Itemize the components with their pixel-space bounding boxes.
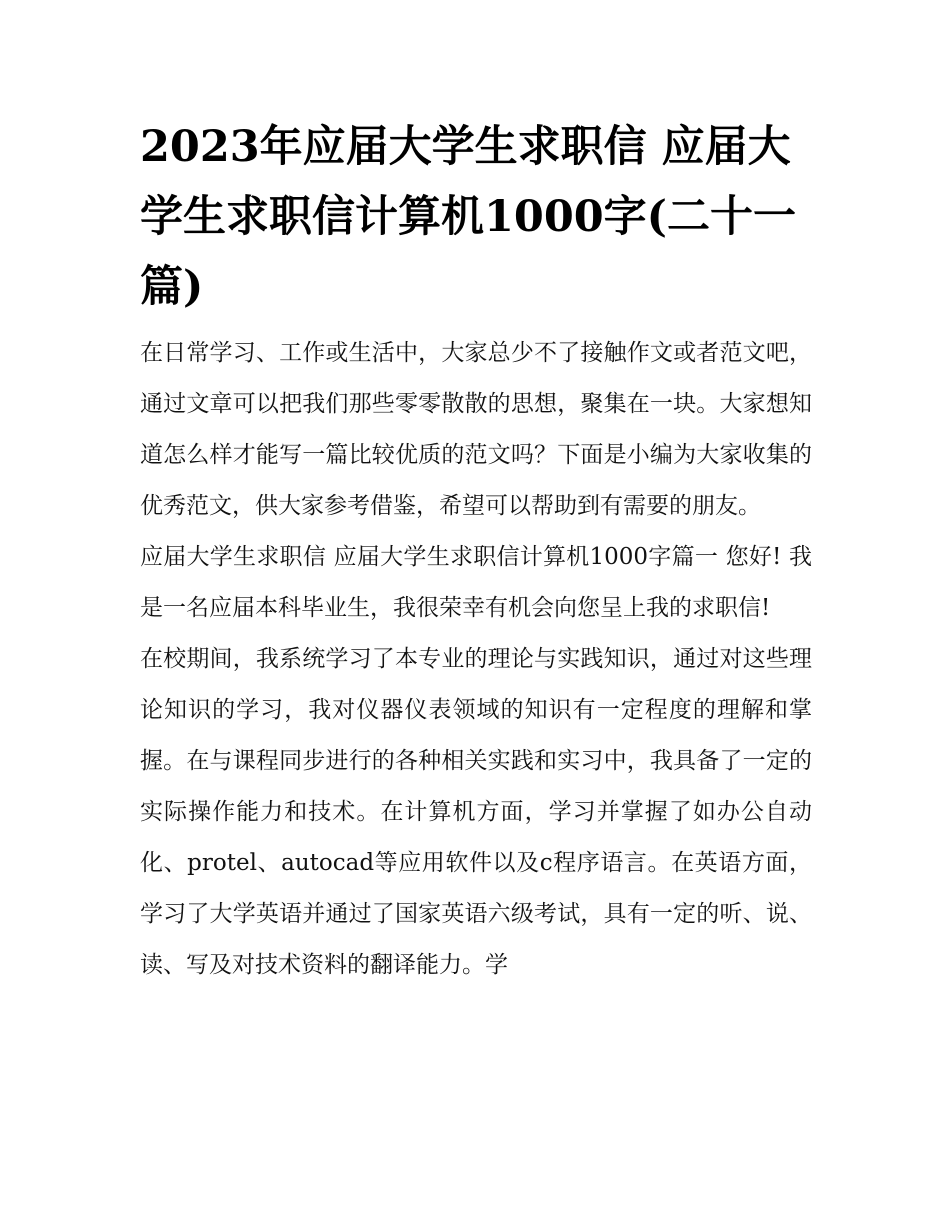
document-body	[140, 112, 812, 991]
letter-opening-paragraph: 应届大学生求职信 应届大学生求职信计算机1000字篇一 您好! 我是一名应届本科毕业生，我很荣幸有机会向您呈上我的求职信!	[140, 544, 812, 621]
document-title: 2023年应届大学生求职信 应届大学生求职信计算机1000字(二十一篇)	[140, 122, 797, 312]
intro-paragraph: 在日常学习、工作或生活中，大家总少不了接触作文或者范文吧，通过文章可以把我们那些零零散散的思想，聚集在一块。大家想知道怎么样才能写一篇比较优质的范文吗？下面是小编为大家收集的优秀范文，供大家参考借鉴，希望可以帮助到有需要的朋友。	[140, 340, 812, 519]
education-paragraph: 在校期间，我系统学习了本专业的理论与实践知识，通过对这些理论知识的学习，我对仪器仪表领域的知识有一定程度的理解和掌握。在与课程同步进行的各种相关实践和实习中，我具备了一定的实际操作能力和技术。在计算机方面，学习并掌握了如办公自动化、protel、autocad等应用软件以及c程序语言。在英语方面，学习了大学英语并通过了国家英语六级考试，具有一定的听、说、读、写及对技术资料的翻译能力。学	[140, 646, 812, 978]
